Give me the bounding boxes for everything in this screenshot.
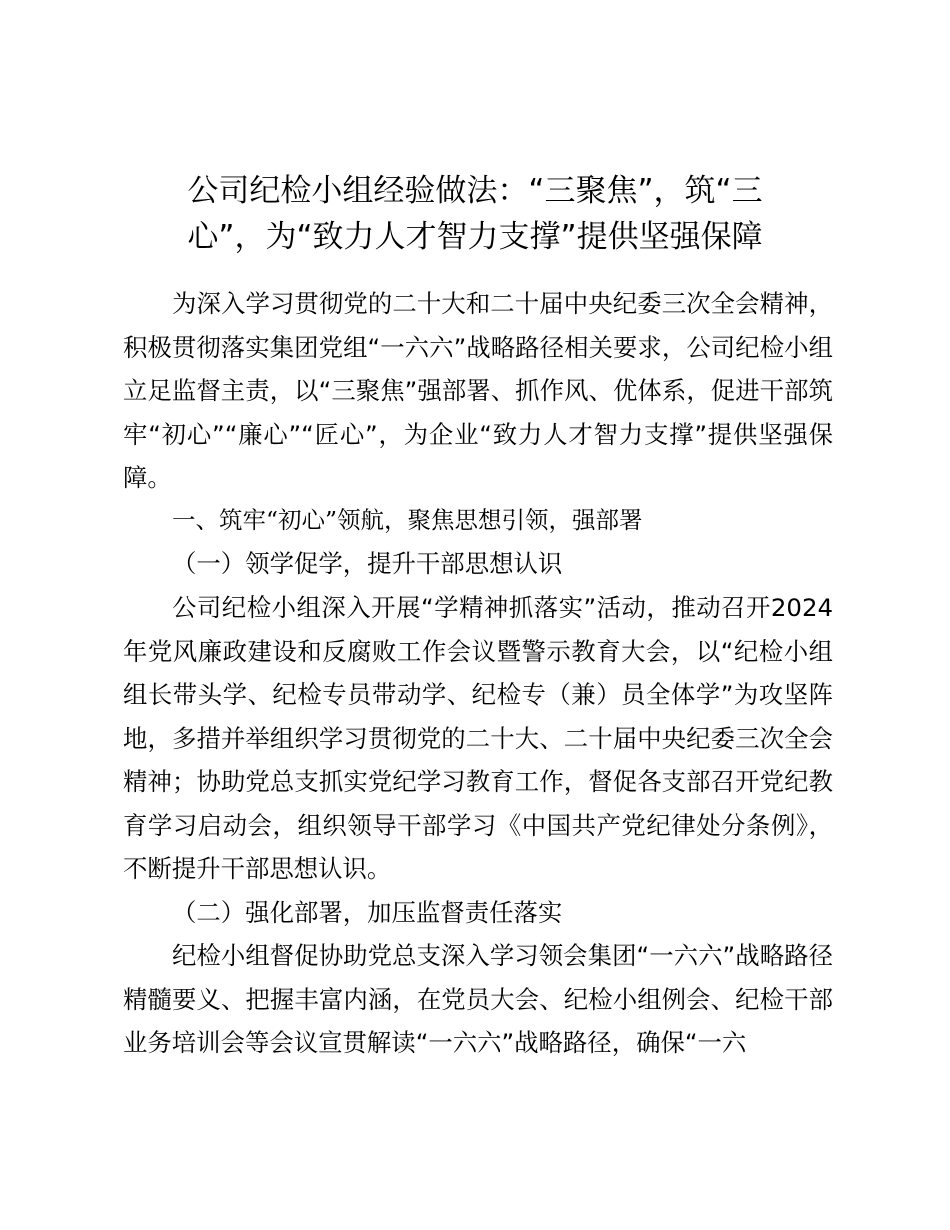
subsection-heading-2: （二）强化部署，加压监督责任落实 (172, 898, 563, 927)
document-title: 公司纪检小组经验做法：“三聚焦”，筑“三心”，为“致力人才智力支撑”提供坚强保障 (187, 173, 763, 255)
section-heading-1: 一、筑牢“初心”领航，聚焦思想引领，强部署 (172, 506, 643, 534)
body-paragraph-3: 纪检小组督促协助党总支深入学习领会集团“一六六”战略路径精髓要义、把握丰富内涵，在党员大会、纪检小组例会、纪检干部业务培训会等会议宣贯解读“一六六”战略路径，确保“一六 (123, 941, 833, 1057)
intro-paragraph: 为深入学习贯彻党的二十大和二十届中央纪委三次全会精神，积极贯彻落实集团党组“一六六”战略路径相关要求，公司纪检小组立足监督主责，以“三聚焦”强部署、抓作风、优体系，促进干部筑牢“初心”“廉心”“匠心”，为企业“致力人才智力支撑”提供坚强保障。 (123, 289, 833, 492)
subsection-heading-1: （一）领学促学，提升干部思想认识 (172, 549, 563, 578)
body-paragraph-2: 公司纪检小组深入开展“学精神抓落实”活动，推动召开2024年党风廉政建设和反腐败工作会议暨警示教育大会，以“纪检小组组长带头学、纪检专员带动学、纪检专（兼）员全体学”为攻坚阵地，多措并举组织学习贯彻党的二十大、二十届中央纪委三次全会精神；协助党总支抓实党纪学习教育工作，督促各支部召开党纪教育学习启动会，组织领导干部学习《中国共产党纪律处分条例》，不断提升干部思想认识。 (123, 593, 833, 883)
